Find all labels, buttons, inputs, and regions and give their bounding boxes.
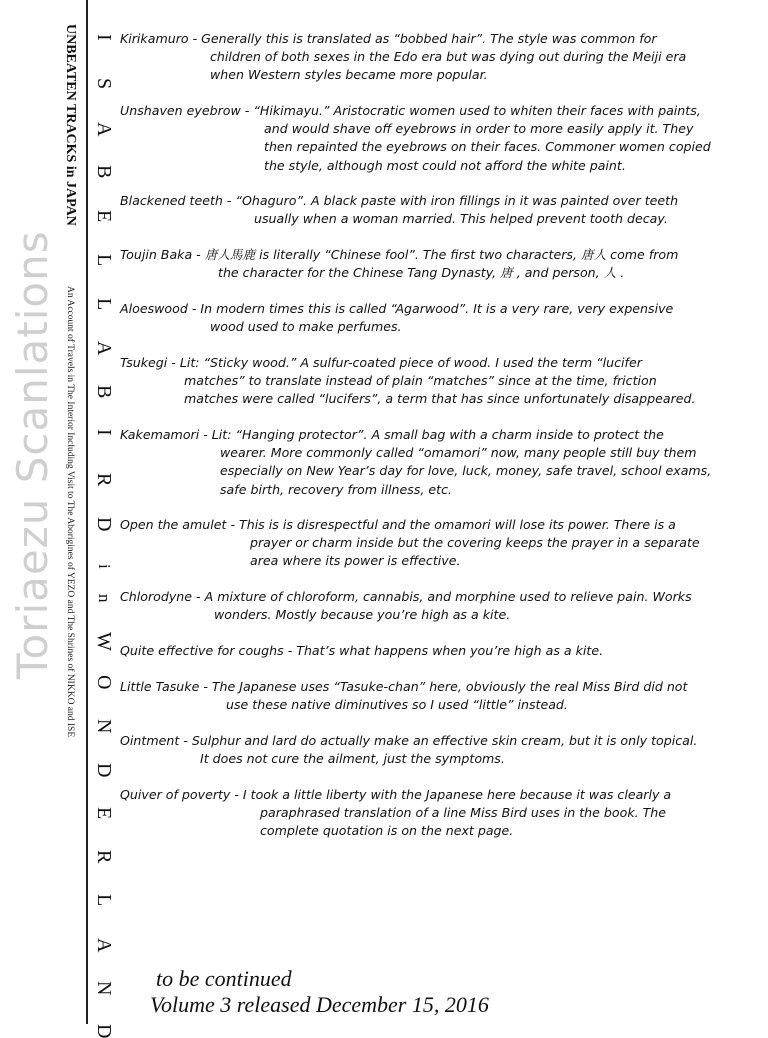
glossary-entry-first-line: Quiver of poverty - I took a little liberty with the Japanese here because it was clearly a [120, 787, 672, 802]
series-title-letter: A [93, 122, 115, 137]
glossary-entry [120, 642, 765, 660]
glossary-entry-first-line: Open the amulet - This is is disrespectful and the omamori will lose its power. There is a [120, 517, 676, 532]
glossary-entry-continuation-line: paraphrased translation of a line Miss Bird uses in the book. The [260, 805, 667, 821]
release-date-text: Volume 3 released December 15, 2016 [150, 992, 489, 1017]
glossary-entry-continuation-line: the style, although most could not afford the white paint. [264, 157, 626, 173]
glossary-entry [120, 354, 765, 409]
glossary-entry-continuation-line: usually when a woman married. This helped prevent tooth decay. [254, 211, 668, 227]
series-title-letter: R [93, 473, 115, 487]
series-title-letter: L [93, 254, 115, 267]
glossary-entry-continuation-line: wearer. More commonly called “omamori” now, many people still buy them [220, 445, 697, 461]
glossary-entry [120, 516, 765, 571]
glossary-entry-continuation-line: area where its power is effective. [250, 553, 461, 569]
glossary-entry [120, 102, 765, 175]
series-title-letter: L [93, 298, 115, 311]
glossary-entry-first-line: Chlorodyne - A mixture of chloroform, cannabis, and morphine used to relieve pain. Works [120, 589, 692, 604]
glossary-entry [120, 30, 765, 85]
glossary-entry-first-line: Kirikamuro - Generally this is translated as “bobbed hair”. The style was common for [120, 31, 657, 46]
scanlation-credit-watermark: Toriaezu Scanlations [8, 230, 57, 680]
glossary-entry [120, 588, 765, 624]
series-title-letter: A [93, 938, 115, 953]
glossary-entry-continuation-line: prayer or charm inside but the covering keeps the prayer in a separate [250, 535, 700, 551]
book-title-vertical: UNBEATEN TRACKS in JAPAN [63, 24, 78, 226]
glossary-entry-continuation-line: complete quotation is on the next page. [260, 823, 514, 839]
glossary-entry-first-line: Little Tasuke - The Japanese uses “Tasuke-chan” here, obviously the real Miss Bird did not [120, 679, 688, 694]
series-title-letter: R [93, 850, 115, 864]
series-title-letter: i [95, 564, 114, 569]
series-title-letter: N [93, 981, 115, 996]
series-title-letter: I [93, 34, 115, 41]
glossary-entry-continuation-line: then repainted the eyebrows on their faces. Commoner women copied [264, 139, 711, 155]
series-title-letter: N [93, 719, 115, 734]
series-title-letter: A [93, 341, 115, 356]
glossary-entry-first-line: Toujin Baka - 唐人馬鹿 is literally “Chinese fool”. The first two characters, 唐人 come from [120, 247, 679, 262]
spaced-series-title [88, 34, 116, 1038]
glossary-entry-first-line: Ointment - Sulphur and lard do actually make an effective skin cream, but it is only topical. [120, 733, 698, 748]
series-title-letter: E [93, 210, 115, 223]
glossary-entry [120, 246, 765, 282]
glossary-entry-first-line: Tsukegi - Lit: “Sticky wood.” A sulfur-coated piece of wood. I used the term “lucifer [120, 355, 642, 370]
series-title-letter: W [93, 632, 115, 651]
glossary-entry-first-line: Unshaven eyebrow - “Hikimayu.” Aristocratic women used to whiten their faces with paints, [120, 103, 701, 118]
glossary-entry-first-line: Blackened teeth - “Ohaguro”. A black paste with iron fillings in it was painted over teeth [120, 193, 679, 208]
series-title-letter: O [93, 675, 115, 690]
book-subtitle-vertical: An Account of Travels in The Interior Including Visit to The Aborigines of YEZO and The Shrines of NIKKO and ISE [65, 286, 75, 738]
glossary-entry-continuation-line: children of both sexes in the Edo era but was dying out during the Meiji era [210, 49, 687, 65]
glossary-entry-continuation-line: It does not cure the ailment, just the symptoms. [200, 751, 505, 767]
glossary-entry-continuation-line: wood used to make perfumes. [210, 319, 402, 335]
glossary-entry-first-line: Aloeswood - In modern times this is called “Agarwood”. It is a very rare, very expensive [120, 301, 674, 316]
series-title-letter: S [93, 78, 115, 90]
series-title-letter: D [93, 1024, 115, 1038]
glossary-entry-continuation-line: use these native diminutives so I used “little” instead. [226, 697, 568, 713]
glossary-entry [120, 732, 765, 768]
series-title-letter: B [93, 385, 115, 399]
glossary-entry-continuation-line: matches were called “lucifers”, a term that has since unfortunately disappeared. [184, 391, 696, 407]
series-title-letter: B [93, 165, 115, 179]
glossary-entry [120, 678, 765, 714]
glossary-entry [120, 426, 765, 499]
glossary-entry-continuation-line: wonders. Mostly because you’re high as a kite. [214, 607, 511, 623]
to-be-continued-text: to be continued [156, 966, 292, 991]
series-title-letter: D [93, 517, 115, 532]
glossary-entry-continuation-line: the character for the Chinese Tang Dynasty, 唐 , and person, 人 . [218, 265, 625, 281]
glossary-entry-first-line: Kakemamori - Lit: “Hanging protector”. A small bag with a charm inside to protect the [120, 427, 664, 442]
glossary-entry-continuation-line: when Western styles became more popular. [210, 67, 488, 83]
series-title-letter: n [95, 594, 114, 603]
series-title-letter: I [93, 429, 115, 436]
glossary-entry-continuation-line: especially on New Year’s day for love, luck, money, safe travel, school exams, [220, 463, 712, 479]
glossary-entry-first-line: Quite effective for coughs - That’s what happens when you’re high as a kite. [120, 643, 604, 658]
glossary-entry-continuation-line: safe birth, recovery from illness, etc. [220, 481, 453, 497]
glossary-entry [120, 192, 765, 228]
series-title-letter: D [93, 763, 115, 778]
series-title-letter: E [93, 807, 115, 820]
glossary-entry [120, 786, 765, 841]
series-title-letter: L [93, 894, 115, 907]
glossary-entry-continuation-line: matches” to translate instead of plain “matches” since at the time, friction [184, 373, 657, 389]
glossary-entry [120, 300, 765, 336]
glossary-entry-continuation-line: and would shave off eyebrows in order to more easily apply it. They [264, 121, 694, 137]
